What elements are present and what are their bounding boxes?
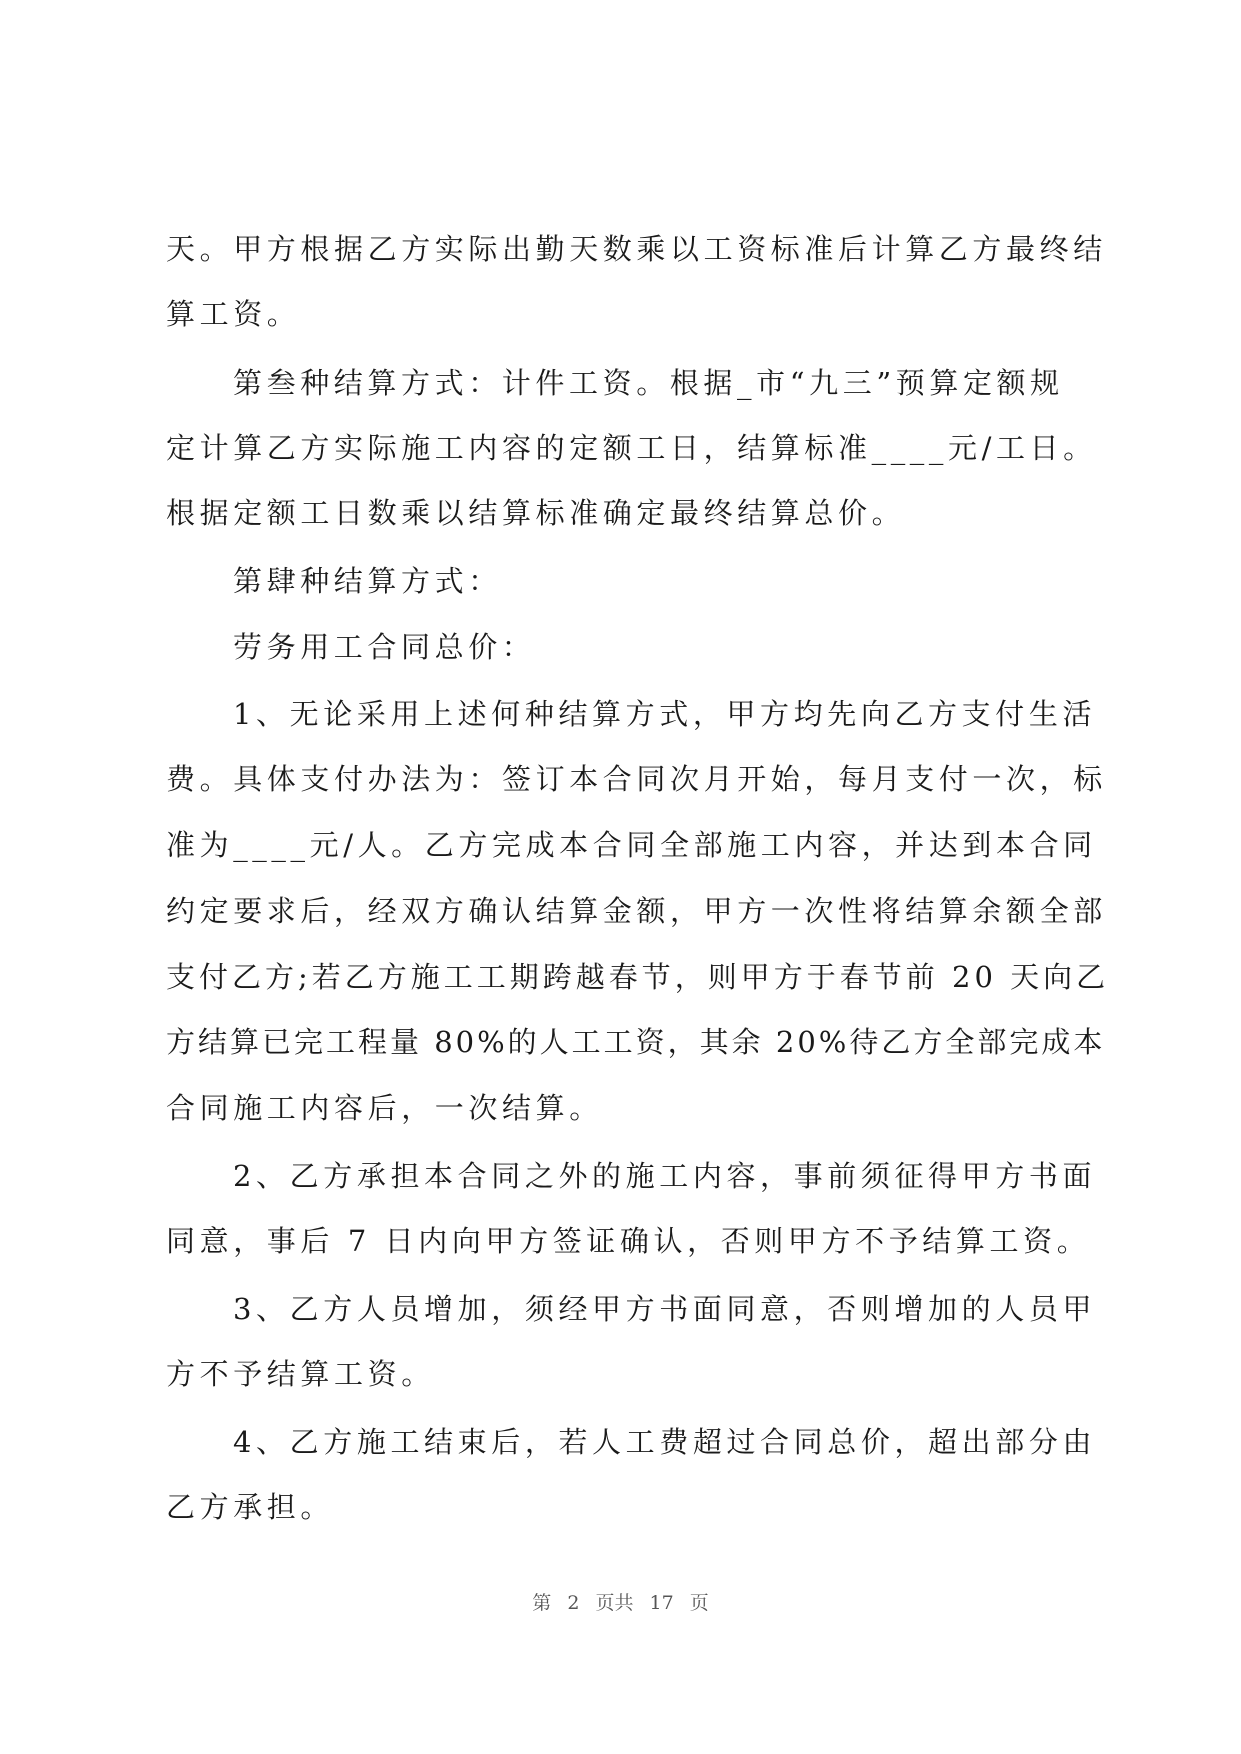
text-line-13: 方结算已完工程量 80%的人工工资，其余 20%待乙方全部完成本 bbox=[166, 1025, 1106, 1059]
text-line-1: 天。甲方根据乙方实际出勤天数乘以工资标准后计算乙方最终结 bbox=[166, 232, 1107, 266]
text-line-15: 2、乙方承担本合同之外的施工内容，事前须征得甲方书面 bbox=[233, 1159, 1097, 1193]
text-line-18: 方不予结算工资。 bbox=[166, 1357, 435, 1391]
text-line-4: 定计算乙方实际施工内容的定额工日，结算标准____元/工日。 bbox=[166, 431, 1097, 465]
text-line-3: 第叁种结算方式：计件工资。根据_市“九三”预算定额规 bbox=[233, 366, 1064, 400]
text-line-7: 劳务用工合同总价： bbox=[233, 630, 536, 664]
text-line-10: 准为____元/人。乙方完成本合同全部施工内容，并达到本合同 bbox=[166, 828, 1097, 862]
text-line-11: 约定要求后，经双方确认结算金额，甲方一次性将结算余额全部 bbox=[166, 894, 1107, 928]
text-line-19: 4、乙方施工结束后，若人工费超过合同总价，超出部分由 bbox=[233, 1425, 1097, 1459]
text-line-2: 算工资。 bbox=[166, 297, 301, 331]
text-line-5: 根据定额工日数乘以结算标准确定最终结算总价。 bbox=[166, 496, 906, 530]
text-line-8: 1、无论采用上述何种结算方式，甲方均先向乙方支付生活 bbox=[233, 697, 1097, 731]
text-line-14: 合同施工内容后，一次结算。 bbox=[166, 1091, 603, 1125]
text-line-12: 支付乙方;若乙方施工工期跨越春节，则甲方于春节前 20 天向乙 bbox=[166, 960, 1110, 994]
page-number-footer: 第 2 页共 17 页 bbox=[532, 1592, 709, 1614]
text-line-16: 同意，事后 7 日内向甲方签证确认，否则甲方不予结算工资。 bbox=[166, 1224, 1091, 1258]
text-line-9: 费。具体支付办法为：签订本合同次月开始，每月支付一次，标 bbox=[166, 762, 1107, 796]
text-line-20: 乙方承担。 bbox=[166, 1490, 335, 1524]
text-line-6: 第肆种结算方式： bbox=[233, 564, 502, 598]
text-line-17: 3、乙方人员增加，须经甲方书面同意，否则增加的人员甲 bbox=[233, 1292, 1097, 1326]
